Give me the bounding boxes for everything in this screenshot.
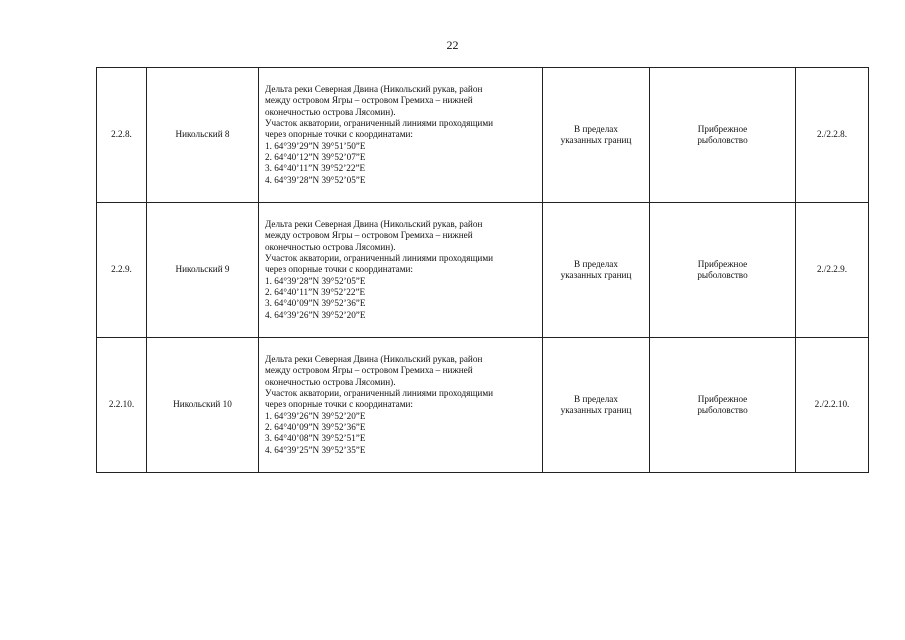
usage-line: Прибрежное	[697, 123, 748, 134]
area-bounds-cell	[543, 338, 650, 473]
usage-type-cell	[650, 203, 796, 338]
coordinate-line: 4. 64°39’28”N 39°52’05”E	[265, 174, 366, 185]
coordinate-line: 1. 64°39’26”N 39°52’20”E	[265, 410, 366, 421]
area-code-cell: 2./2.2.10.	[796, 338, 869, 473]
usage-line: Прибрежное	[697, 258, 748, 269]
bounds-line: В пределах	[574, 258, 618, 269]
coordinate-line: 4. 64°39’25”N 39°52’35”E	[265, 444, 366, 455]
description-line: между островом Ягры – островом Гремиха – нижней	[265, 365, 473, 376]
coordinate-line: 2. 64°40’12”N 39°52’07”E	[265, 151, 366, 162]
description-line: через опорные точки с координатами:	[265, 399, 413, 410]
coordinate-line: 1. 64°39’29”N 39°51’50”E	[265, 140, 366, 151]
description-line: между островом Ягры – островом Гремиха – нижней	[265, 95, 473, 106]
description-line: Участок акватории, ограниченный линиями проходящими	[265, 388, 494, 399]
description-line: Дельта реки Северная Двина (Никольский рукав, район	[265, 354, 483, 365]
area-description-cell	[259, 68, 543, 203]
table-row	[97, 338, 869, 473]
coordinate-line: 1. 64°39’28”N 39°52’05”E	[265, 275, 366, 286]
coordinate-line: 3. 64°40’08”N 39°52’51”E	[265, 433, 366, 444]
description-line: Дельта реки Северная Двина (Никольский рукав, район	[265, 219, 483, 230]
area-number-cell: 2.2.8.	[97, 68, 147, 203]
description-line: Участок акватории, ограниченный линиями проходящими	[265, 118, 494, 129]
bounds-line: указанных границ	[560, 135, 632, 145]
area-number-cell: 2.2.10.	[97, 338, 147, 473]
fishing-areas-table	[96, 67, 869, 473]
area-bounds-cell	[543, 203, 650, 338]
area-code-cell: 2./2.2.9.	[796, 203, 869, 338]
description-line: Дельта реки Северная Двина (Никольский рукав, район	[265, 84, 483, 95]
usage-line: рыболовство	[697, 405, 748, 415]
description-line: между островом Ягры – островом Гремиха – нижней	[265, 230, 473, 241]
page-number: 22	[446, 38, 459, 52]
bounds-line: В пределах	[574, 123, 618, 134]
coordinate-line: 2. 64°40’09”N 39°52’36”E	[265, 421, 366, 432]
table-row	[97, 68, 869, 203]
description-line: оконечностью острова Лясомин).	[265, 241, 396, 252]
area-description-cell	[259, 203, 543, 338]
description-line: оконечностью острова Лясомин).	[265, 106, 396, 117]
area-name-cell: Никольский 10	[147, 338, 259, 473]
description-line: через опорные точки с координатами:	[265, 264, 413, 275]
bounds-line: указанных границ	[560, 270, 632, 280]
coordinate-line: 2. 64°40’11”N 39°52’22”E	[265, 286, 366, 297]
coordinate-line: 3. 64°40’11”N 39°52’22”E	[265, 163, 366, 174]
area-name-cell: Никольский 8	[147, 68, 259, 203]
coordinate-line: 4. 64°39’26”N 39°52’20”E	[265, 309, 366, 320]
description-line: через опорные точки с координатами:	[265, 129, 413, 140]
area-description-cell	[259, 338, 543, 473]
description-line: Участок акватории, ограниченный линиями проходящими	[265, 253, 494, 264]
coordinate-line: 3. 64°40’09”N 39°52’36”E	[265, 298, 366, 309]
bounds-line: указанных границ	[560, 405, 632, 415]
usage-line: Прибрежное	[697, 393, 748, 404]
area-name-cell: Никольский 9	[147, 203, 259, 338]
description-line: оконечностью острова Лясомин).	[265, 376, 396, 387]
bounds-line: В пределах	[574, 393, 618, 404]
area-number-cell: 2.2.9.	[97, 203, 147, 338]
usage-line: рыболовство	[697, 270, 748, 280]
area-code-cell: 2./2.2.8.	[796, 68, 869, 203]
area-bounds-cell	[543, 68, 650, 203]
usage-type-cell	[650, 338, 796, 473]
table-row	[97, 203, 869, 338]
usage-type-cell	[650, 68, 796, 203]
usage-line: рыболовство	[697, 135, 748, 145]
